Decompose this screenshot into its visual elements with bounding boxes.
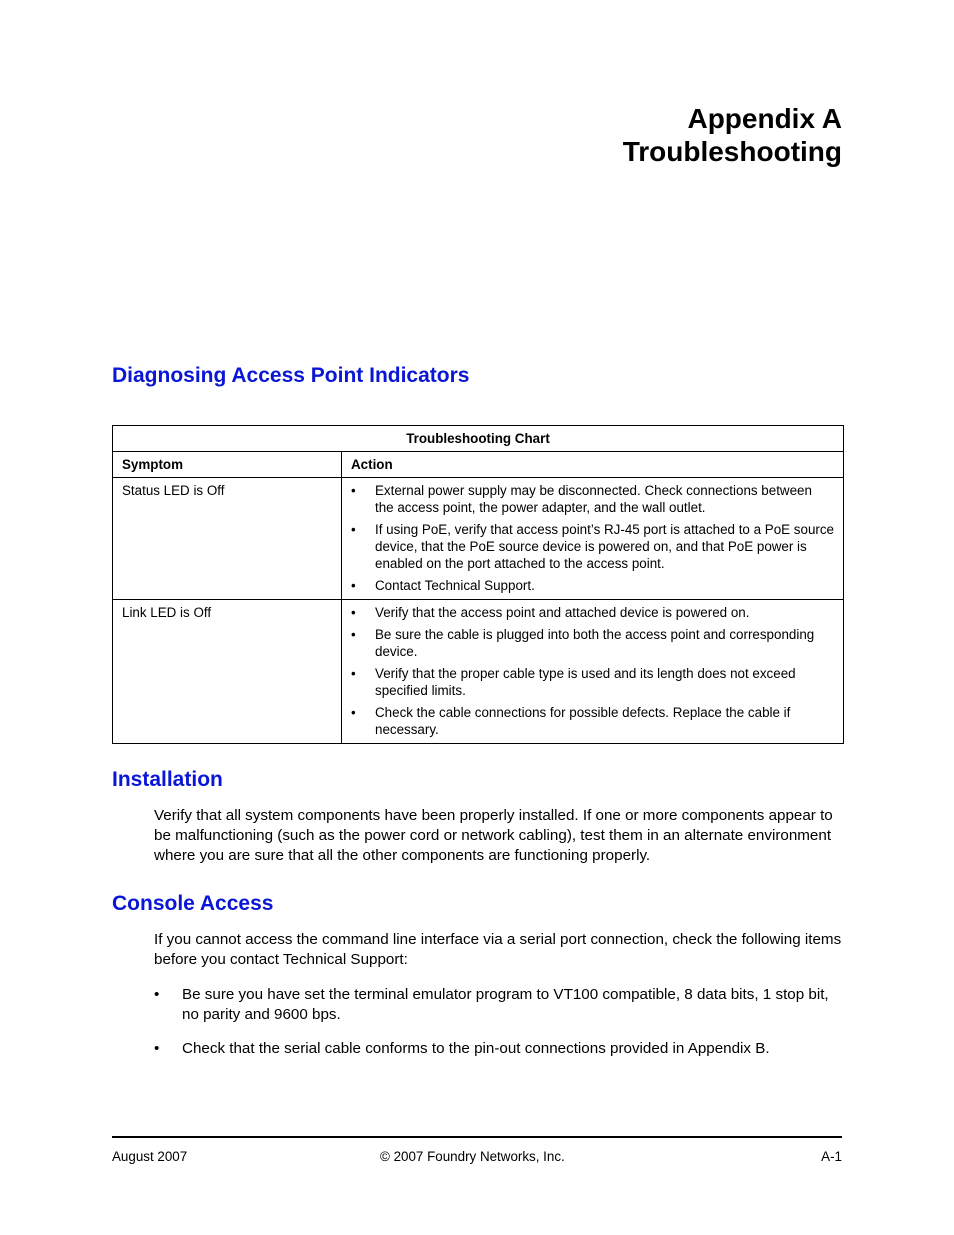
action-list (351, 604, 834, 738)
action-item (351, 577, 834, 594)
table-row (113, 478, 844, 600)
symptom-cell: Status LED is Off (113, 478, 342, 600)
action-item (351, 626, 834, 660)
bullet-icon: • (351, 627, 356, 642)
action-text: Check the cable connections for possible defects. Replace the cable if necessary. (375, 705, 791, 737)
action-text: Verify that the access point and attached device is powered on. (375, 605, 750, 620)
action-text: External power supply may be disconnected. Check connections between the access point, the power adapter, and the wall outlet. (375, 483, 812, 515)
list-item (154, 985, 844, 1025)
table-caption-row (113, 426, 844, 452)
action-item (351, 521, 834, 572)
console-checklist (154, 985, 844, 1073)
bullet-icon: • (351, 483, 356, 498)
bullet-icon: • (154, 986, 160, 1003)
chapter-title-line1: Appendix A (687, 103, 842, 134)
action-list (351, 482, 834, 594)
footer-date: August 2007 (112, 1149, 188, 1164)
action-item (351, 482, 834, 516)
action-item (351, 604, 834, 621)
footer-divider (112, 1136, 842, 1138)
bullet-icon: • (351, 666, 356, 681)
action-item (351, 665, 834, 699)
troubleshooting-table (112, 425, 844, 744)
action-text: Contact Technical Support. (375, 578, 535, 593)
section-heading-diagnosing: Diagnosing Access Point Indicators (112, 364, 470, 387)
table-row (113, 600, 844, 744)
chapter-title-line2: Troubleshooting (622, 136, 842, 167)
section-heading-installation: Installation (112, 768, 223, 791)
column-header-action: Action (342, 452, 844, 478)
action-text: Verify that the proper cable type is used and its length does not exceed specified limits. (375, 666, 796, 698)
action-text: If using PoE, verify that access point’s RJ-45 port is attached to a PoE source device, that the PoE source device is powered on, and that PoE power is enabled on the port attached to the access point. (375, 522, 834, 571)
list-item-text: Be sure you have set the terminal emulator program to VT100 compatible, 8 data bits, 1 stop bit, no parity and 9600 bps. (182, 986, 829, 1023)
bullet-icon: • (351, 605, 356, 620)
footer-copyright: © 2007 Foundry Networks, Inc. (380, 1149, 565, 1164)
bullet-icon: • (154, 1040, 160, 1057)
action-cell (342, 600, 844, 744)
bullet-icon: • (351, 578, 356, 593)
chapter-title (623, 102, 842, 168)
action-item (351, 704, 834, 738)
list-item (154, 1039, 844, 1059)
bullet-icon: • (351, 522, 356, 537)
table-caption: Troubleshooting Chart (113, 426, 844, 452)
section-heading-console-access: Console Access (112, 892, 274, 915)
action-cell (342, 478, 844, 600)
action-text: Be sure the cable is plugged into both the access point and corresponding device. (375, 627, 815, 659)
list-item-text: Check that the serial cable conforms to the pin-out connections provided in Appendix B. (182, 1040, 770, 1057)
table-header-row (113, 452, 844, 478)
footer-page-number: A-1 (821, 1149, 842, 1164)
installation-paragraph: Verify that all system components have been properly installed. If one or more components appear to be malfunctioning (such as the power cord or network cabling), test them in an alternate environment where you are sure that all the other components are functioning properly. (154, 807, 833, 864)
symptom-cell: Link LED is Off (113, 600, 342, 744)
column-header-symptom: Symptom (113, 452, 342, 478)
bullet-icon: • (351, 705, 356, 720)
console-intro-paragraph: If you cannot access the command line interface via a serial port connection, check the following items before you contact Technical Support: (154, 931, 842, 968)
